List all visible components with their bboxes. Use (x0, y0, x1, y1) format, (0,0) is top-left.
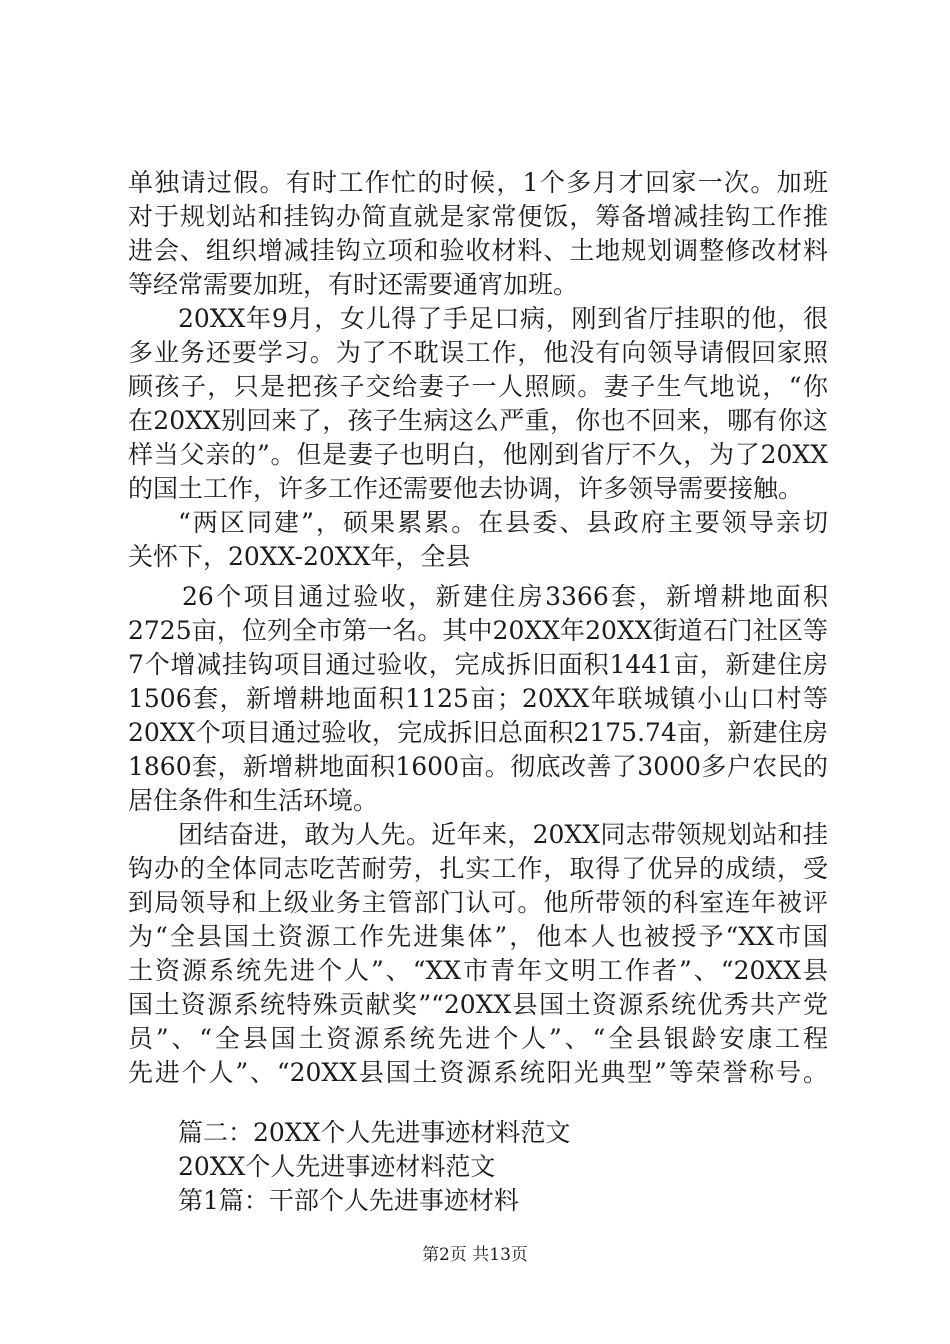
text-line: 26个项目通过验收，新建住房3366套，新增耕地面积 (182, 582, 828, 611)
text-line: 样当父亲的”。但是妻子也明白，他刚到省厅不久，为了20XX (128, 440, 828, 469)
text-line: 先进个人”、“20XX县国土资源系统阳光典型”等荣誉称号。 (128, 1058, 828, 1087)
text-line: 20XX个项目通过验收，完成拆旧总面积2175.74亩，新建住房 (128, 718, 828, 747)
text-line: 1860套，新增耕地面积1600亩。彻底改善了3000多户农民的 (128, 752, 828, 781)
text-line: 土资源系统先进个人”、“XX市青年文明工作者”、“20XX县 (128, 956, 828, 985)
text-line: 国土资源系统特殊贡献奖”“20XX县国土资源系统优秀共产党 (128, 990, 828, 1019)
document-title: 20XX个人先进事迹材料范文 (178, 1152, 496, 1181)
text-line: 顾孩子，只是把孩子交给妻子一人照顾。妻子生气地说，“你 (128, 372, 828, 401)
text-line: 单独请过假。有时工作忙的时候，1个多月才回家一次。加班 (128, 168, 828, 197)
text-line: 在20XX别回来了，孩子生病这么严重，你也不回来，哪有你这 (128, 406, 828, 435)
section-heading: 篇二：20XX个人先进事迹材料范文 (178, 1118, 571, 1147)
text-line: 进会、组织增减挂钩立项和验收材料、土地规划调整修改材料 (128, 236, 828, 265)
text-line: 7个增减挂钩项目通过验收，完成拆旧面积1441亩，新建住房 (128, 650, 828, 679)
text-line: 到局领导和上级业务主管部门认可。他所带领的科室连年被评 (128, 888, 828, 917)
text-line: 1506套，新增耕地面积1125亩；20XX年联城镇小山口村等 (128, 684, 828, 713)
page-number-footer: 第2页 共13页 (422, 1245, 528, 1265)
text-line: 居住条件和生活环境。 (128, 786, 379, 815)
text-line: “两区同建”，硕果累累。在县委、县政府主要领导亲切 (178, 508, 828, 537)
text-line: 20XX年9月，女儿得了手足口病，刚到省厅挂职的他，很 (178, 304, 828, 333)
text-line: 员”、“全县国土资源系统先进个人”、“全县银龄安康工程 (128, 1024, 828, 1053)
text-line: 为“全县国土资源工作先进集体”，他本人也被授予“XX市国 (128, 922, 828, 951)
text-line: 对于规划站和挂钩办简直就是家常便饭，筹备增减挂钩工作推 (128, 202, 828, 231)
text-line: 多业务还要学习。为了不耽误工作，他没有向领导请假回家照 (128, 338, 828, 367)
text-line: 2725亩，位列全市第一名。其中20XX年20XX街道石门社区等 (128, 616, 828, 645)
text-line: 钩办的全体同志吃苦耐劳，扎实工作，取得了优异的成绩，受 (128, 854, 828, 883)
text-line: 的国土工作，许多工作还需要他去协调，许多领导需要接触。 (128, 474, 804, 503)
text-line: 团结奋进，敢为人先。近年来，20XX同志带领规划站和挂 (178, 820, 828, 849)
text-line: 等经常需要加班，有时还需要通宵加班。 (128, 270, 579, 299)
subsection-heading: 第1篇：干部个人先进事迹材料 (178, 1186, 519, 1215)
text-line: 关怀下，20XX-20XX年，全县 (128, 542, 471, 571)
